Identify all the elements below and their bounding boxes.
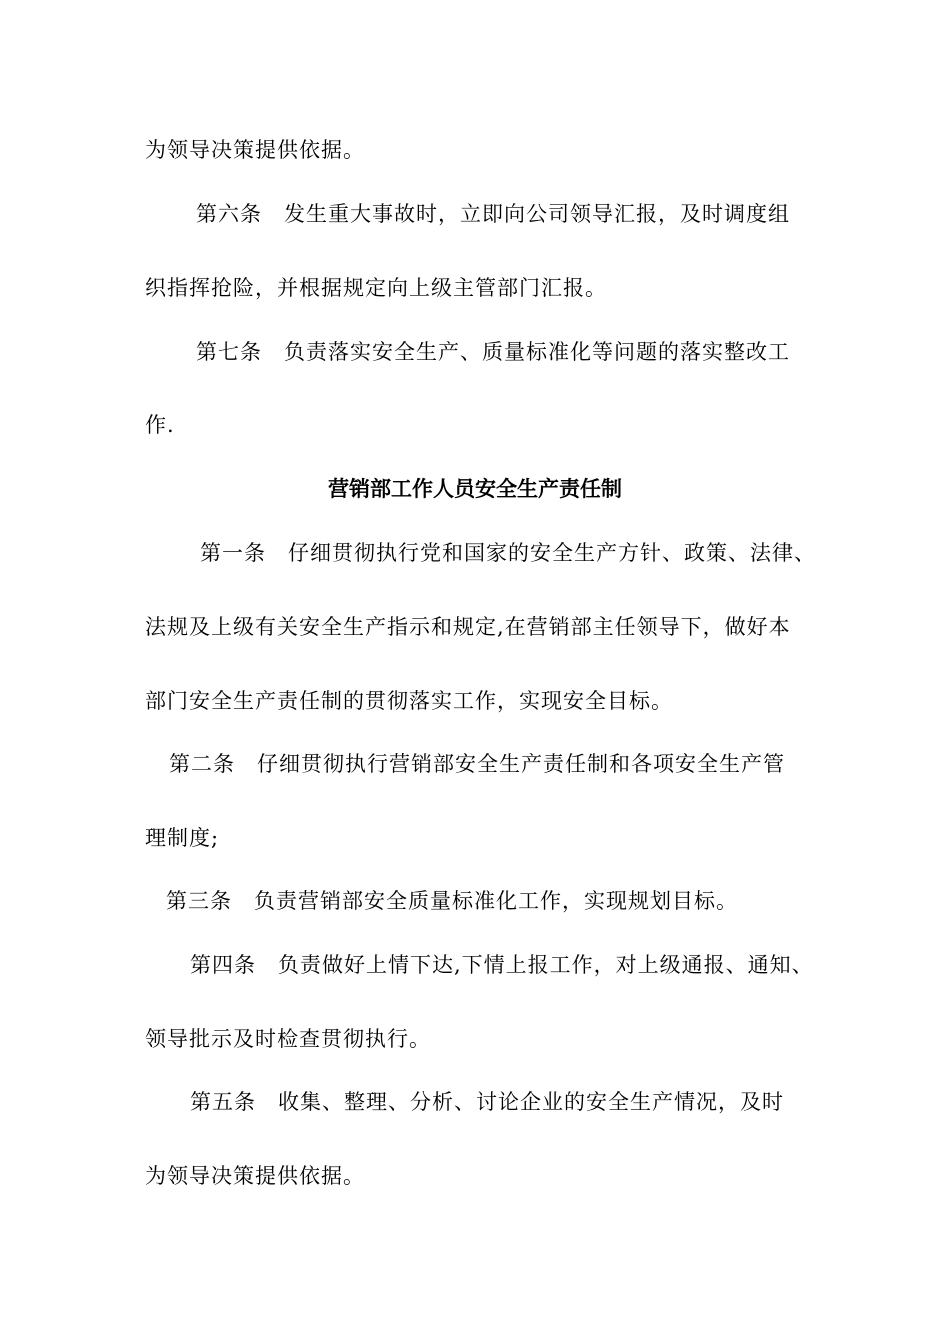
article-1-line-1: 第一条 仔细贯彻执行党和国家的安全生产方针、政策、法律、 bbox=[200, 541, 816, 565]
text-line: 为领导决策提供依据。 bbox=[145, 138, 365, 162]
section-title: 营销部工作人员安全生产责任制 bbox=[328, 477, 622, 501]
article-5-line-2: 为领导决策提供依据。 bbox=[145, 1164, 365, 1188]
article-1-line-3: 部门安全生产责任制的贯彻落实工作，实现安全目标。 bbox=[145, 689, 673, 713]
article-7-line-1: 第七条 负责落实安全生产、质量标准化等问题的落实整改工 bbox=[196, 340, 790, 364]
article-6-line-2: 织指挥抢险，并根据规定向上级主管部门汇报。 bbox=[145, 276, 607, 300]
article-1-line-2: 法规及上级有关安全生产指示和规定,在营销部主任领导下，做好本 bbox=[145, 615, 791, 639]
article-6-line-1: 第六条 发生重大事故时，立即向公司领导汇报，及时调度组 bbox=[196, 202, 790, 226]
article-2-line-1: 第二条 仔细贯彻执行营销部安全生产责任制和各项安全生产管 bbox=[169, 752, 785, 776]
article-5-line-1: 第五条 收集、整理、分析、讨论企业的安全生产情况，及时 bbox=[190, 1090, 784, 1114]
article-7-line-2: 作. bbox=[145, 413, 175, 437]
article-4-line-1: 第四条 负责做好上情下达,下情上报工作，对上级通报、通知、 bbox=[190, 953, 814, 977]
article-4-line-2: 领导批示及时检查贯彻执行。 bbox=[145, 1027, 431, 1051]
article-3-line-1: 第三条 负责营销部安全质量标准化工作，实现规划目标。 bbox=[166, 889, 738, 913]
article-2-line-2: 理制度; bbox=[145, 826, 220, 850]
